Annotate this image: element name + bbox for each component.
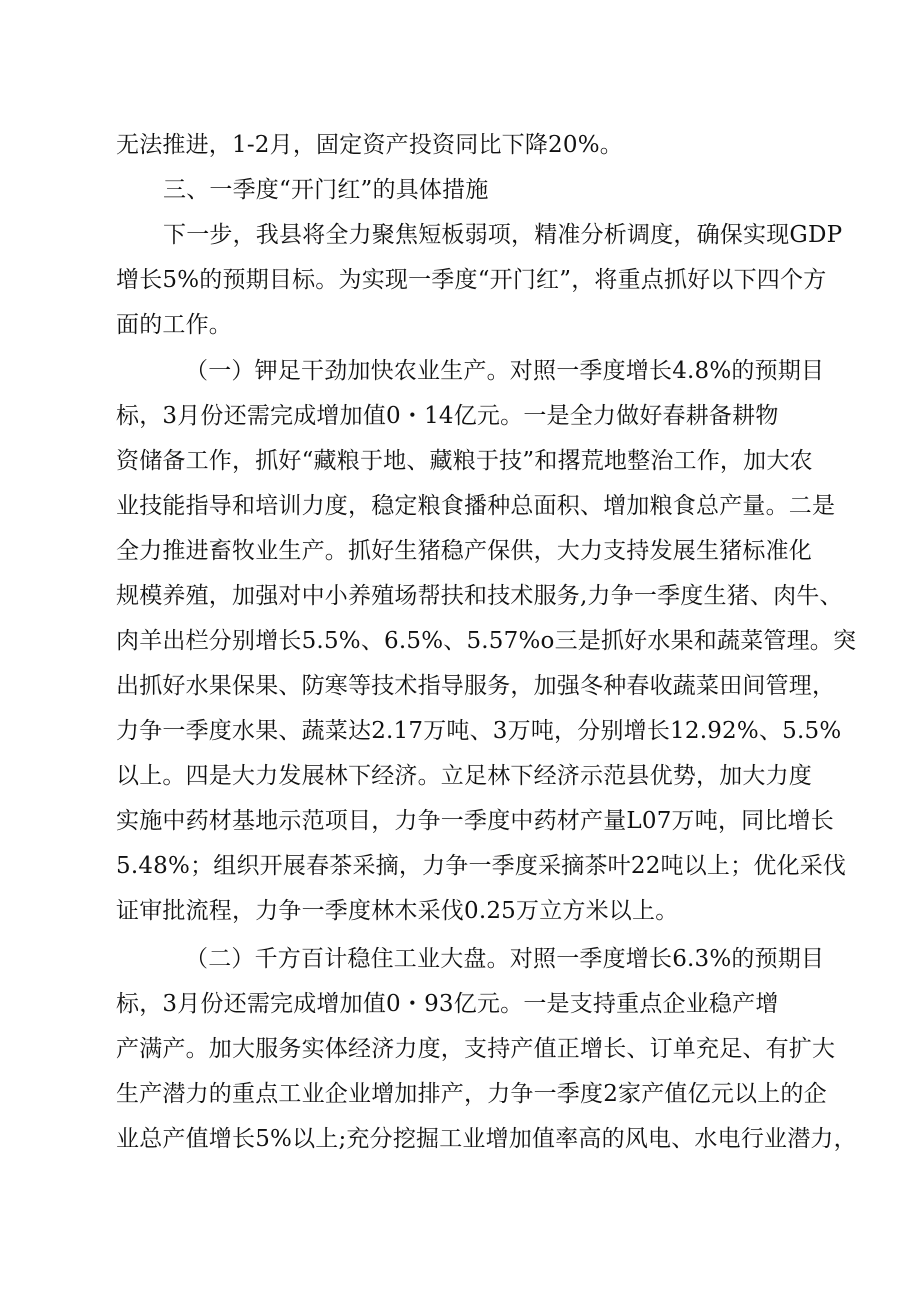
text-line: 产满产。加大服务实体经济力度，支持产值正增长、订单充足、有扩大: [116, 1036, 836, 1062]
text-line: 力争一季度水果、蔬菜达2.17万吨、3万吨，分别增长12.92%、5.5%: [116, 718, 842, 744]
text-line: 面的工作。: [116, 312, 232, 338]
text-line: 以上。四是大力发展林下经济。立足林下经济示范县优势，加大力度: [116, 763, 812, 789]
text-line: 肉羊出栏分别增长5.5%、6.5%、5.57%o三是抓好水果和蔬菜管理。突: [116, 628, 857, 654]
text-line: （一）钾足干劲加快农业生产。对照一季度增长4.8%的预期目: [185, 358, 825, 384]
text-line: 证审批流程，力争一季度林木采伐0.25万立方米以上。: [116, 898, 679, 924]
text-line: （二）千方百计稳住工业大盘。对照一季度增长6.3%的预期目: [185, 946, 825, 972]
text-line: 无法推进，1-2月，固定资产投资同比下降20%。: [116, 132, 623, 158]
text-line: 5.48%；组织开展春茶采摘，力争一季度采摘茶叶22吨以上；优化采伐: [116, 853, 847, 879]
text-line: 资储备工作，抓好“藏粮于地、藏粮于技”和撂荒地整治工作，加大农: [116, 448, 813, 474]
text-line: 增长5%的预期目标。为实现一季度“开门红”，将重点抓好以下四个方: [116, 267, 827, 293]
text-line: 生产潜力的重点工业企业增加排产，力争一季度2家产值亿元以上的企: [116, 1081, 827, 1107]
text-line: 标，3月份还需完成增加值0・14亿元。一是全力做好春耕备耕物: [116, 403, 779, 429]
text-line: 实施中药材基地示范项目，力争一季度中药材产量L07万吨，同比增长: [116, 808, 834, 834]
section-heading: 三、一季度“开门红”的具体措施: [163, 177, 489, 203]
text-line: 下一步，我县将全力聚焦短板弱项，精准分析调度，确保实现GDP: [163, 222, 843, 248]
text-line: 业总产值增长5%以上;充分挖掘工业增加值率高的风电、水电行业潜力，: [116, 1126, 857, 1152]
text-line: 标，3月份还需完成增加值0・93亿元。一是支持重点企业稳产增: [116, 991, 779, 1017]
text-line: 业技能指导和培训力度，稳定粮食播种总面积、增加粮食总产量。二是: [116, 493, 836, 519]
text-line: 出抓好水果保果、防寒等技术指导服务，加强冬种春收蔬菜田间管理，: [116, 673, 836, 699]
text-line: 规模养殖，加强对中小养殖场帮扶和技术服务,力争一季度生猪、肉牛、: [116, 583, 843, 609]
text-line: 全力推进畜牧业生产。抓好生猪稳产保供，大力支持发展生猪标准化: [116, 538, 812, 564]
